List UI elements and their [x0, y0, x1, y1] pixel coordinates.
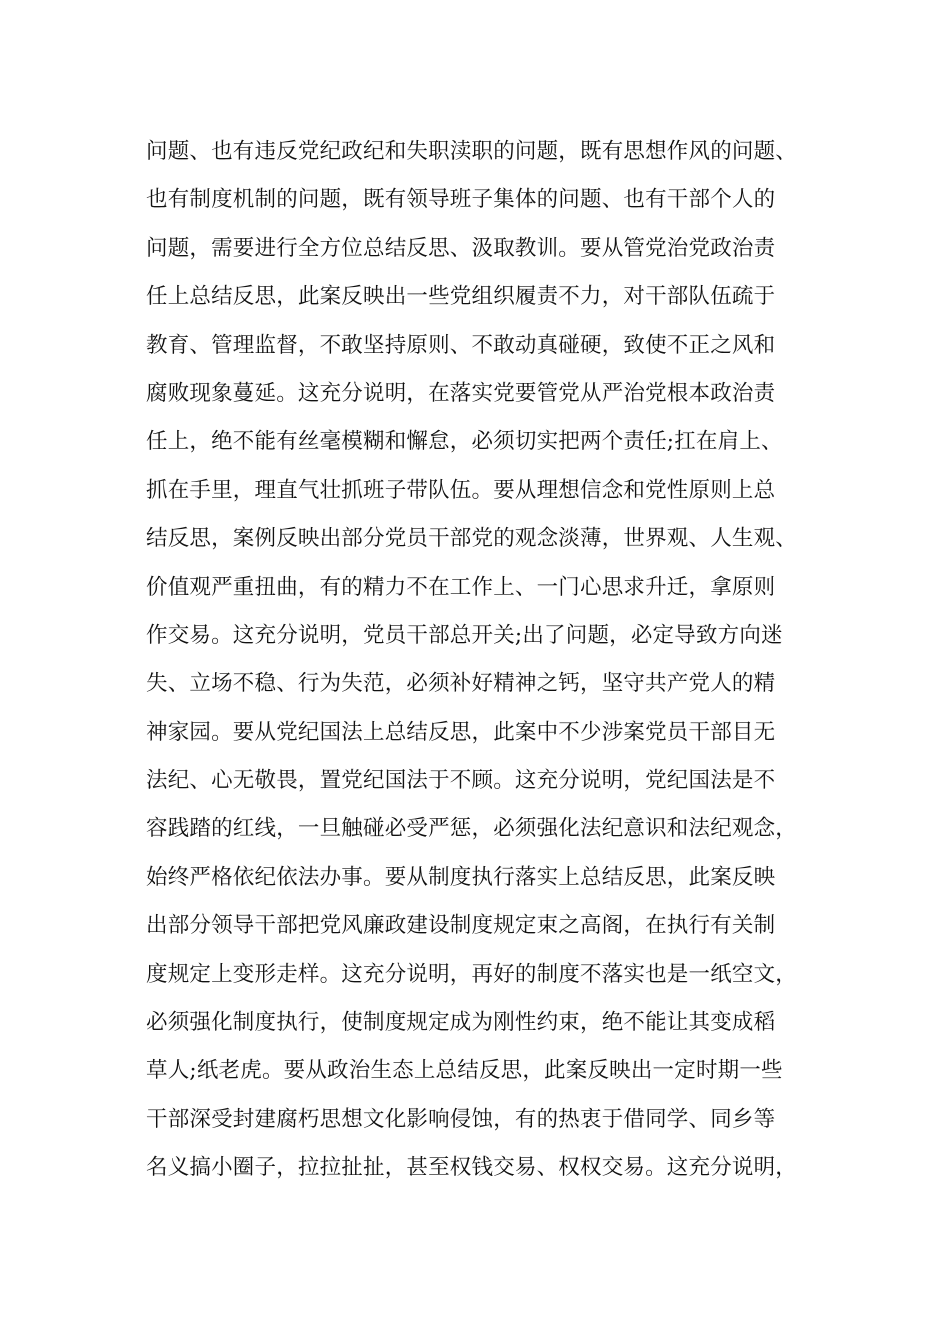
- body-text: [146, 128, 846, 1193]
- text-line: 始终严格依纪依法办事。要从制度执行落实上总结反思，此案反映: [146, 864, 776, 890]
- text-line: 问题、也有违反党纪政纪和失职渎职的问题，既有思想作风的问题、: [146, 139, 798, 164]
- text-line: 教育、管理监督，不敢坚持原则、不敢动真碰硬，致使不正之风和: [146, 332, 776, 358]
- text-line: 法纪、心无敬畏，置党纪国法于不顾。这充分说明，党纪国法是不: [146, 768, 776, 794]
- text-line: 必须强化制度执行，使制度规定成为刚性约束，绝不能让其变成稻: [146, 1010, 776, 1036]
- text-line: 抓在手里，理直气壮抓班子带队伍。要从理想信念和党性原则上总: [146, 477, 776, 503]
- text-line: 失、立场不稳、行为失范，必须补好精神之钙，坚守共产党人的精: [146, 671, 776, 697]
- text-line: 结反思，案例反映出部分党员干部党的观念淡薄，世界观、人生观、: [146, 526, 798, 552]
- text-line: 价值观严重扭曲，有的精力不在工作上、一门心思求升迁，拿原则: [146, 574, 776, 600]
- text-line: 作交易。这充分说明，党员干部总开关;出了问题，必定导致方向迷: [146, 622, 783, 648]
- text-line: 问题，需要进行全方位总结反思、汲取教训。要从管党治党政治责: [146, 235, 776, 261]
- text-line: 干部深受封建腐朽思想文化影响侵蚀，有的热衷于借同学、同乡等: [146, 1106, 776, 1132]
- text-line: 任上总结反思，此案反映出一些党组织履责不力，对干部队伍疏于: [146, 284, 776, 310]
- text-line: 腐败现象蔓延。这充分说明，在落实党要管党从严治党根本政治责: [146, 380, 776, 406]
- text-line: 度规定上变形走样。这充分说明，再好的制度不落实也是一纸空文，: [146, 961, 798, 987]
- text-line: 出部分领导干部把党风廉政建设制度规定束之高阁，在执行有关制: [146, 913, 776, 939]
- text-line: 草人;纸老虎。要从政治生态上总结反思，此案反映出一定时期一些: [146, 1058, 783, 1084]
- text-line: 名义搞小圈子，拉拉扯扯，甚至权钱交易、权权交易。这充分说明，: [146, 1155, 798, 1181]
- text-line: 神家园。要从党纪国法上总结反思，此案中不少涉案党员干部目无: [146, 719, 776, 745]
- text-line: 也有制度机制的问题，既有领导班子集体的问题、也有干部个人的: [146, 187, 776, 213]
- text-line: 任上，绝不能有丝毫模糊和懈怠，必须切实把两个责任;扛在肩上、: [146, 429, 783, 455]
- text-line: 容践踏的红线，一旦触碰必受严惩，必须强化法纪意识和法纪观念，: [146, 816, 798, 842]
